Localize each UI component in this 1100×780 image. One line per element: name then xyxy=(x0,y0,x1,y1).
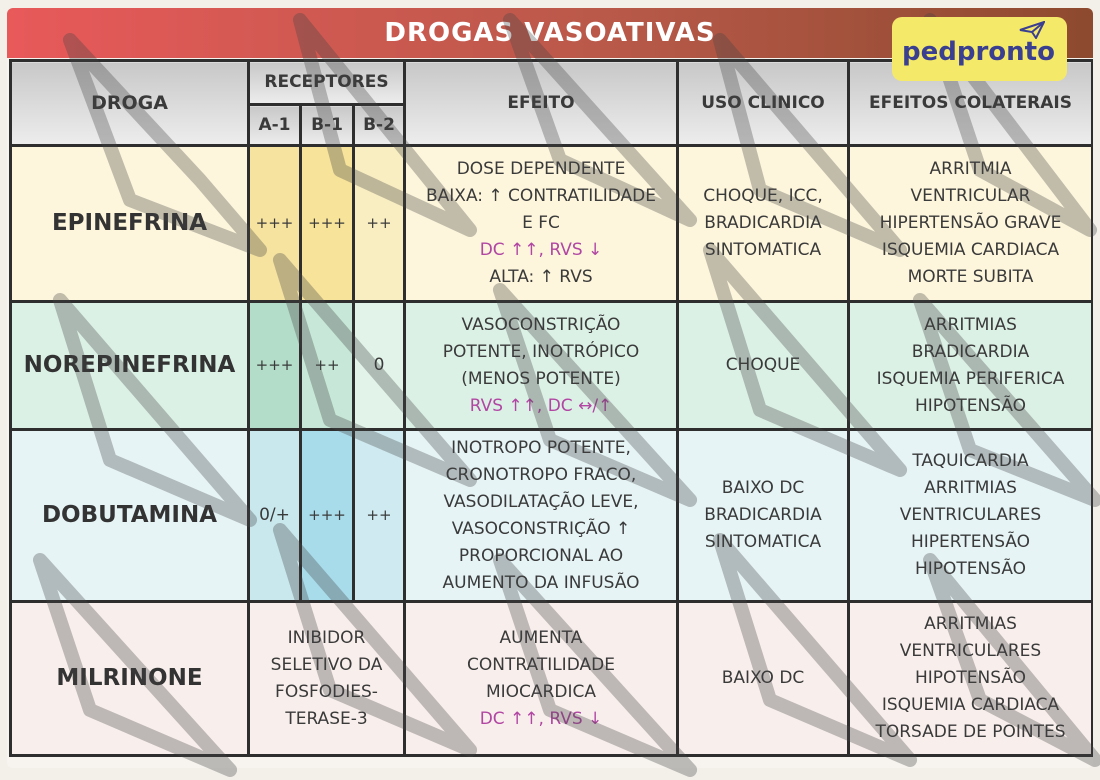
receptor-a1: 0/+ xyxy=(249,430,301,602)
colateral-line: HIPOTENSÃO xyxy=(914,395,1027,416)
table-row xyxy=(11,602,1093,756)
efeito-cell xyxy=(405,430,678,602)
uso-line: BRADICARDIA xyxy=(704,505,822,525)
receptor-a1: +++ xyxy=(249,146,301,302)
colateral-line: ARRITMIAS xyxy=(924,614,1017,634)
table-row xyxy=(11,302,1093,430)
colateral-line: HIPERTENSÃO xyxy=(910,532,1031,552)
uso-line: BRADICARDIA xyxy=(704,213,822,233)
colateral-line: HIPERTENSÃO GRAVE xyxy=(879,213,1062,233)
colateral-line: TORSADE DE POINTES xyxy=(875,722,1066,742)
uso-line: CHOQUE xyxy=(725,355,801,375)
logo-text: pedpronto xyxy=(902,37,1055,67)
colateral-line: ARRITMIAS xyxy=(924,478,1017,498)
table-row xyxy=(11,146,1093,302)
colateral-line: VENTRICULARES xyxy=(899,505,1042,525)
receptor-b1: +++ xyxy=(301,430,354,602)
header-a1: A-1 xyxy=(249,105,301,146)
uso-line: BAIXO DC xyxy=(721,478,805,498)
receptor-b2: 0 xyxy=(354,302,405,430)
receptor-b2: ++ xyxy=(354,430,405,602)
colaterais-cell xyxy=(849,302,1093,430)
drug-name: MILRINONE xyxy=(11,602,249,756)
colaterais-cell xyxy=(849,146,1093,302)
efeito-line: ALTA: ↑ RVS xyxy=(489,267,593,287)
vasoactive-drugs-table xyxy=(9,59,1093,757)
receptor-b2: ++ xyxy=(354,146,405,302)
colateral-line: ISQUEMIA CARDIACA xyxy=(881,695,1060,715)
colateral-line: VENTRICULARES xyxy=(899,641,1042,661)
efeito-cell xyxy=(405,302,678,430)
efeito-line: E FC xyxy=(522,213,560,233)
receptor-b1: ++ xyxy=(301,302,354,430)
uso-line: SINTOMATICA xyxy=(704,240,822,260)
uso-cell xyxy=(678,430,849,602)
header-uso-clinico: USO CLINICO xyxy=(678,61,849,146)
colateral-line: ISQUEMIA CARDIACA xyxy=(881,240,1060,260)
colateral-line: ARRITMIA xyxy=(929,159,1012,179)
uso-line: SINTOMATICA xyxy=(704,532,822,552)
header-droga: DROGA xyxy=(11,61,249,146)
efeito-line: AUMENTO DA INFUSÃO xyxy=(442,572,640,593)
efeito-line: CRONOTROPO FRACO, xyxy=(445,464,637,485)
receptores-line: TERASE-3 xyxy=(285,708,368,729)
efeito-line: POTENTE, INOTRÓPICO xyxy=(442,341,640,362)
colateral-line: MORTE SUBITA xyxy=(907,267,1034,287)
colateral-line: ISQUEMIA PERIFERICA xyxy=(876,368,1065,389)
efeito-line-highlight: RVS ↑↑, DC ↔/↑ xyxy=(469,395,613,416)
efeito-line-highlight: DC ↑↑, RVS ↓ xyxy=(479,240,603,260)
uso-cell xyxy=(678,602,849,756)
efeito-line: CONTRATILIDADE xyxy=(467,654,615,675)
efeito-line: VASOCONSTRIÇÃO ↑ xyxy=(451,518,631,539)
header-b1: B-1 xyxy=(301,105,354,146)
header-efeitos-colaterais: EFEITOS COLATERAIS xyxy=(849,61,1093,146)
efeito-line: PROPORCIONAL AO xyxy=(458,545,624,566)
drug-name: DOBUTAMINA xyxy=(11,430,249,602)
drug-name: NOREPINEFRINA xyxy=(11,302,249,430)
receptor-b1: +++ xyxy=(301,146,354,302)
colaterais-cell xyxy=(849,602,1093,756)
uso-cell xyxy=(678,302,849,430)
efeito-line: DOSE DEPENDENTE xyxy=(456,159,626,179)
receptores-line: SELETIVO DA xyxy=(270,654,383,675)
uso-cell xyxy=(678,146,849,302)
drug-name: EPINEFRINA xyxy=(11,146,249,302)
colateral-line: BRADICARDIA xyxy=(911,341,1030,362)
colateral-line: TAQUICARDIA xyxy=(912,451,1029,471)
colateral-line: HIPOTENSÃO xyxy=(914,668,1027,688)
header-b2: B-2 xyxy=(354,105,405,146)
header-receptores: RECEPTORES xyxy=(249,61,405,105)
colateral-line: ARRITMIAS xyxy=(924,314,1017,335)
efeito-line: VASOCONSTRIÇÃO xyxy=(461,314,621,335)
efeito-cell xyxy=(405,146,678,302)
efeito-line: VASODILATAÇÃO LEVE, xyxy=(443,491,639,512)
receptores-cell xyxy=(249,602,405,756)
colateral-line: VENTRICULAR xyxy=(910,186,1031,206)
efeito-cell xyxy=(405,602,678,756)
efeito-line: MIOCARDICA xyxy=(486,681,596,702)
efeito-line: AUMENTA xyxy=(499,627,583,648)
colateral-line: HIPOTENSÃO xyxy=(914,559,1027,579)
efeito-line: (MENOS POTENTE) xyxy=(461,368,621,389)
receptores-line: FOSFODIES- xyxy=(275,681,378,702)
pedpronto-logo xyxy=(892,17,1067,81)
uso-line: CHOQUE, ICC, xyxy=(703,186,823,206)
receptor-a1: +++ xyxy=(249,302,301,430)
table-row xyxy=(11,430,1093,602)
uso-line: BAIXO DC xyxy=(721,668,805,688)
page-title: DROGAS VASOATIVAS xyxy=(384,18,716,48)
efeito-line-highlight: DC ↑↑, RVS ↓ xyxy=(479,708,603,729)
colaterais-cell xyxy=(849,430,1093,602)
paper-plane-icon xyxy=(1019,21,1045,39)
efeito-line: INOTROPO POTENTE, xyxy=(451,437,631,458)
header-efeito: EFEITO xyxy=(405,61,678,146)
chart-card xyxy=(7,8,1093,768)
efeito-line: BAIXA: ↑ CONTRATILIDADE xyxy=(426,186,656,206)
receptores-line: INIBIDOR xyxy=(287,627,366,648)
